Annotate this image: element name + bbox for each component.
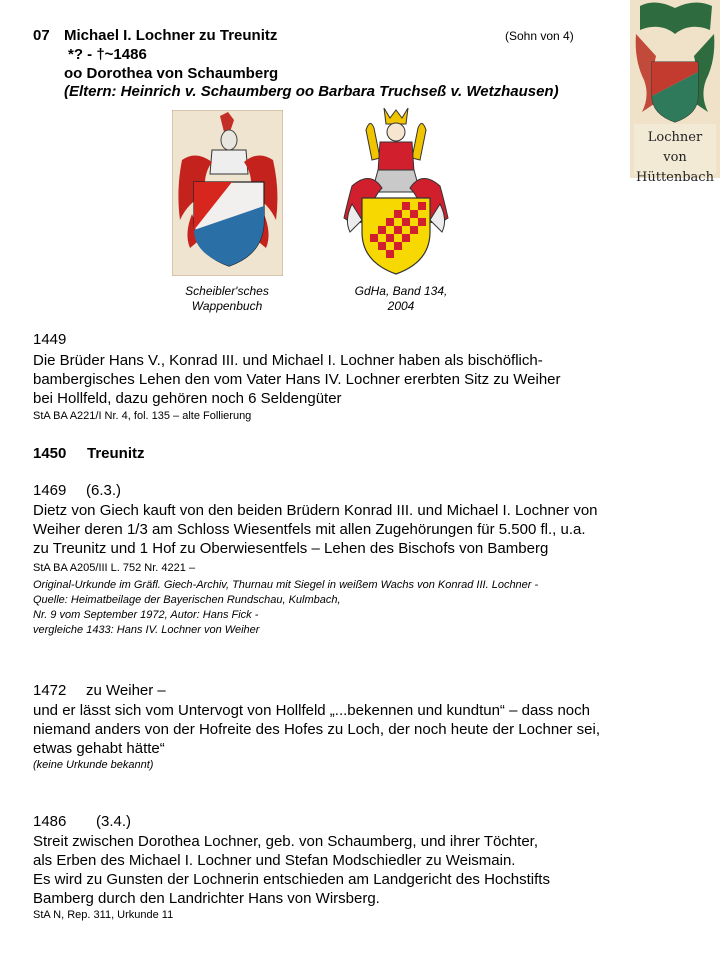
year-1486: 1486 [33, 813, 67, 830]
parents-of-spouse: (Eltern: Heinrich v. Schaumberg oo Barbara Truchseß v. Wetzhausen) [64, 83, 559, 100]
entry-1469-line: Dietz von Giech kauft von den beiden Brüdern Konrad III. und Michael I. Lochner von [33, 502, 598, 519]
note-line: vergleiche 1433: Hans IV. Lochner von Weiher [33, 624, 260, 636]
person-name: Michael I. Lochner zu Treunitz [64, 27, 278, 44]
arms-caption-line2: Hüttenbach [636, 170, 714, 185]
entry-1472-text [33, 701, 600, 758]
entry-number: 07 [33, 27, 50, 44]
notes-1469 [33, 578, 538, 638]
note-line: Quelle: Heimatbeilage der Bayerischen Rundschau, Kulmbach, [33, 594, 341, 606]
entry-1449-line: Die Brüder Hans V., Konrad III. und Michael I. Lochner haben als bischöflich- [33, 352, 543, 369]
note-line: Nr. 9 vom September 1972, Autor: Hans Fick - [33, 609, 259, 621]
entry-1449-text [33, 351, 561, 408]
place-1450: Treunitz [87, 445, 145, 462]
note-1472: (keine Urkunde bekannt) [33, 759, 154, 771]
life-dates: *? - †~1486 [68, 46, 147, 63]
date-1486: (3.4.) [96, 813, 132, 830]
year-1450: 1450 [33, 445, 67, 462]
source-1486: StA N, Rep. 311, Urkunde 11 [33, 909, 174, 921]
place-1472: zu Weiher – [86, 682, 166, 699]
year-1472: 1472 [33, 682, 67, 699]
schaumberg-arms-image [340, 108, 452, 276]
scheibler-arms-image [172, 110, 283, 276]
caption-scheibler [166, 284, 288, 314]
entry-1449-line: bei Hollfeld, dazu gehören noch 6 Seldengüter [33, 390, 342, 407]
source-1469: StA BA A205/III L. 752 Nr. 4221 – [33, 562, 196, 574]
caption-gdha [338, 284, 464, 314]
entry-1449-line: bambergisches Lehen den vom Vater Hans IV. Lochner ererbten Sitz zu Weiher [33, 371, 561, 388]
year-1449: 1449 [33, 331, 67, 348]
entry-1472-line: niemand anders von der Hofreite des Hofes zu Loch, der noch heute der Lochner sei, [33, 721, 601, 738]
note-line: Original-Urkunde im Gräfl. Giech-Archiv, Thurnau mit Siegel in weißem Wachs von Konrad III. Lochner - [33, 579, 539, 591]
entry-1486-text [33, 832, 550, 908]
entry-1486-line: als Erben des Michael I. Lochner und Stefan Modschiedler zu Weismain. [33, 852, 516, 869]
caption-gdha-line1: GdHa, Band 134, [354, 284, 448, 298]
arms-caption-line1: Lochner von [647, 130, 703, 165]
caption-gdha-line2: 2004 [387, 299, 415, 313]
spouse: oo Dorothea von Schaumberg [64, 65, 279, 82]
entry-1486-line: Es wird zu Gunsten der Lochnerin entschieden am Landgericht des Hochstifts [33, 871, 550, 888]
entry-1469-text [33, 501, 598, 558]
entry-1486-line: Bamberg durch den Landrichter Hans von Wirsberg. [33, 890, 380, 907]
entry-1486-line: Streit zwischen Dorothea Lochner, geb. von Schaumberg, und ihrer Töchter, [33, 833, 539, 850]
entry-1469-line: zu Treunitz und 1 Hof zu Oberwiesentfels – Lehen des Bischofs von Bamberg [33, 540, 549, 557]
caption-scheibler-line2: Wappenbuch [191, 299, 263, 313]
son-of-note: (Sohn von 4) [505, 29, 574, 43]
entry-1472-line: etwas gehabt hätte“ [33, 740, 165, 757]
caption-scheibler-line1: Scheibler'sches [185, 284, 269, 298]
lochner-huettenbach-arms-image [630, 0, 720, 185]
entry-1472-line: und er lässt sich vom Untervogt von Hollfeld „...bekennen und kundtun“ – dass noch [33, 702, 590, 719]
date-1469: (6.3.) [86, 482, 122, 499]
entry-1469-line: Weiher deren 1/3 am Schloss Wiesentfels mit allen Zugehörungen für 5.500 fl., u.a. [33, 521, 586, 538]
year-1469: 1469 [33, 482, 67, 499]
source-1449: StA BA A221/I Nr. 4, fol. 135 – alte Follierung [33, 410, 252, 422]
